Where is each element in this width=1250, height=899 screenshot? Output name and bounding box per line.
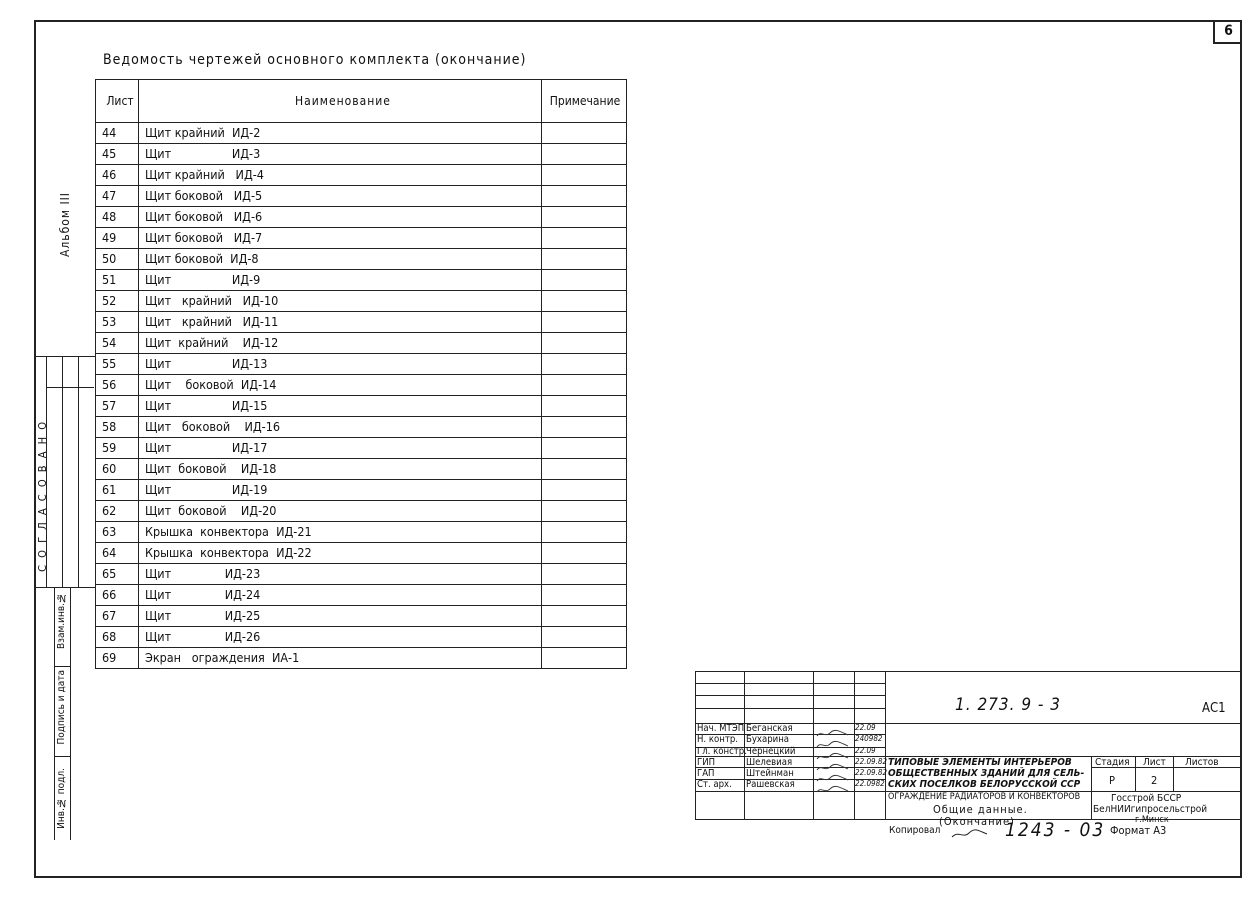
signature — [815, 747, 851, 757]
sheet-header: Лист — [1143, 757, 1166, 768]
sheet-note — [542, 438, 627, 459]
signatory-date: 22.09 — [855, 746, 876, 755]
signatory-role: Н. контр. — [697, 734, 738, 745]
signature — [815, 769, 851, 779]
table-row — [96, 249, 627, 270]
sheet-number: 63 — [96, 522, 139, 543]
sheet-note — [542, 396, 627, 417]
sheet-name: Щит крайний ИД-4 — [139, 165, 542, 186]
project-line-2: ОБЩЕСТВЕННЫХ ЗДАНИЙ ДЛЯ СЕЛЬ- — [888, 768, 1085, 779]
signatory-name: Рашевская — [746, 779, 795, 790]
signatory-role: Гл. констр. — [697, 746, 747, 757]
table-row — [96, 333, 627, 354]
table-header-row — [96, 80, 627, 123]
table-row — [96, 396, 627, 417]
signatory-date: 22.09 — [855, 723, 876, 732]
sheet-number: 48 — [96, 207, 139, 228]
table-row — [96, 522, 627, 543]
sheet-number: 56 — [96, 375, 139, 396]
sheet-number: 55 — [96, 354, 139, 375]
signatory-role: ГИП — [697, 757, 716, 768]
signatory-name: Шелевиая — [746, 757, 793, 768]
header-note: Примечание — [542, 80, 627, 123]
agreed-label: С О Г Л А С О В А Н О — [36, 420, 49, 572]
table-row — [96, 480, 627, 501]
sheet-note — [542, 270, 627, 291]
signatory-date: 22.09.82 — [855, 768, 888, 777]
sheet-number: 51 — [96, 270, 139, 291]
doc-code: 1. 273. 9 - 3 — [955, 695, 1062, 715]
sheet-note — [542, 480, 627, 501]
sheet-title-3: (Окончание) — [939, 815, 1015, 828]
sheet-number: 50 — [96, 249, 139, 270]
header-sheet: Лист — [96, 80, 139, 123]
sheet-number: 53 — [96, 312, 139, 333]
table-row — [96, 375, 627, 396]
sheet-name: Щит ИД-26 — [139, 627, 542, 648]
sheet-note — [542, 165, 627, 186]
sheet-number: 47 — [96, 186, 139, 207]
sheet-note — [542, 585, 627, 606]
table-row — [96, 123, 627, 144]
table-row — [96, 459, 627, 480]
sheet-name: Щит крайний ИД-2 — [139, 123, 542, 144]
sheet-note — [542, 291, 627, 312]
copied-label: Копировал — [889, 825, 941, 836]
sheet-note — [542, 249, 627, 270]
sheet-name: Щит ИД-3 — [139, 144, 542, 165]
header-name: Наименование — [139, 80, 542, 123]
sheet-note — [542, 459, 627, 480]
org-3: г.Минск — [1135, 815, 1169, 825]
sheet-name: Экран ограждения ИА-1 — [139, 648, 542, 669]
sheet-value: 2 — [1151, 774, 1158, 787]
sheet-note — [542, 312, 627, 333]
sheet-name: Щит ИД-19 — [139, 480, 542, 501]
signatory-role: Ст. арх. — [697, 779, 732, 790]
sheet-note — [542, 543, 627, 564]
sheet-number: 45 — [96, 144, 139, 165]
sheet-name: Крышка конвектора ИД-22 — [139, 543, 542, 564]
sheet-number: 59 — [96, 438, 139, 459]
table-body — [96, 123, 627, 669]
sheet-note — [542, 354, 627, 375]
table-row — [96, 228, 627, 249]
table-row — [96, 144, 627, 165]
signatory-name: Штейнман — [746, 768, 794, 779]
sheet-title-2: Общие данные. — [933, 803, 1028, 816]
sheet-note — [542, 501, 627, 522]
sheet-name: Щит боковой ИД-14 — [139, 375, 542, 396]
sheet-name: Щит ИД-13 — [139, 354, 542, 375]
sheet-note — [542, 417, 627, 438]
table-row — [96, 186, 627, 207]
sheet-name: Щит ИД-17 — [139, 438, 542, 459]
vzam-inv-label: Взам.инв.№ — [56, 592, 67, 650]
sheet-name: Щит ИД-23 — [139, 564, 542, 585]
sheet-name: Щит боковой ИД-16 — [139, 417, 542, 438]
sheet-name: Щит боковой ИД-8 — [139, 249, 542, 270]
sheet-note — [542, 606, 627, 627]
table-row — [96, 627, 627, 648]
signature — [815, 758, 851, 768]
sheet-name: Щит ИД-24 — [139, 585, 542, 606]
sheet-name: Щит ИД-15 — [139, 396, 542, 417]
stage-header: Стадия — [1095, 757, 1130, 768]
signature — [815, 780, 851, 790]
sheet-name: Щит ИД-9 — [139, 270, 542, 291]
sheet-note — [542, 186, 627, 207]
copy-number: 1243 - 03 — [1005, 819, 1106, 841]
sheet-name: Щит боковой ИД-5 — [139, 186, 542, 207]
sheet-number: 64 — [96, 543, 139, 564]
sheet-number: 58 — [96, 417, 139, 438]
sheet-note — [542, 648, 627, 669]
org-1: Госстрой БССР — [1111, 793, 1182, 804]
signature — [815, 724, 851, 734]
sheet-number: 49 — [96, 228, 139, 249]
sheet-note — [542, 228, 627, 249]
table-row — [96, 354, 627, 375]
inv-podl-label: Инв.№ подл. — [56, 768, 67, 829]
sheet-number: 66 — [96, 585, 139, 606]
sheet-note — [542, 144, 627, 165]
table-row — [96, 501, 627, 522]
sheet-number: 69 — [96, 648, 139, 669]
sheet-name: Щит крайний ИД-12 — [139, 333, 542, 354]
signature-copied — [951, 825, 989, 837]
sheet-number: 44 — [96, 123, 139, 144]
signatory-role: ГАП — [697, 768, 715, 779]
sheet-number: 65 — [96, 564, 139, 585]
sheet-name: Щит боковой ИД-7 — [139, 228, 542, 249]
signature — [815, 735, 851, 745]
page-number: 6 — [1213, 20, 1242, 44]
album-label: Альбом III — [58, 192, 72, 258]
signatory-name: Чернецкий — [746, 746, 796, 757]
podpis-data-label: Подпись и дата — [56, 670, 67, 745]
sheet-note — [542, 123, 627, 144]
sheet-number: 60 — [96, 459, 139, 480]
signatory-date: 22.09.82 — [855, 757, 888, 766]
sheet-name: Щит боковой ИД-20 — [139, 501, 542, 522]
title-block — [695, 671, 1242, 849]
table-row — [96, 438, 627, 459]
table-row — [96, 564, 627, 585]
sheet-note — [542, 522, 627, 543]
table-row — [96, 417, 627, 438]
sheet-number: 52 — [96, 291, 139, 312]
table-row — [96, 543, 627, 564]
signatory-name: Беганская — [746, 723, 793, 734]
project-line-3: СКИХ ПОСЕЛКОВ БЕЛОРУССКОЙ ССР — [888, 779, 1081, 790]
table-row — [96, 606, 627, 627]
table-row — [96, 585, 627, 606]
sheet-number: 54 — [96, 333, 139, 354]
sheet-number: 61 — [96, 480, 139, 501]
sheet-note — [542, 375, 627, 396]
sheet-note — [542, 207, 627, 228]
sheet-number: 67 — [96, 606, 139, 627]
sheet-name: Щит крайний ИД-11 — [139, 312, 542, 333]
sheet-name: Щит боковой ИД-18 — [139, 459, 542, 480]
sheet-number: 57 — [96, 396, 139, 417]
signatory-name: Бухарина — [746, 734, 790, 745]
sheet-note — [542, 333, 627, 354]
signatory-date: 22.0982 — [855, 779, 885, 788]
document-title: Ведомость чертежей основного комплекта (окончание) — [103, 52, 527, 68]
table-row — [96, 648, 627, 669]
sheet-number: 46 — [96, 165, 139, 186]
sheet-note — [542, 627, 627, 648]
org-2: БелНИИгипросельстрой — [1093, 804, 1208, 815]
table-row — [96, 207, 627, 228]
sheet-number: 62 — [96, 501, 139, 522]
sheet-name: Крышка конвектора ИД-21 — [139, 522, 542, 543]
sheets-header: Листов — [1185, 757, 1219, 768]
sheet-name: Щит крайний ИД-10 — [139, 291, 542, 312]
sheet-number: 68 — [96, 627, 139, 648]
format-label: Формат А3 — [1110, 824, 1167, 837]
sheet-name: Щит ИД-25 — [139, 606, 542, 627]
sheet-name: Щит боковой ИД-6 — [139, 207, 542, 228]
project-line-1: ТИПОВЫЕ ЭЛЕМЕНТЫ ИНТЕРЬЕРОВ — [888, 757, 1072, 768]
table-row — [96, 165, 627, 186]
sheet-note — [542, 564, 627, 585]
stage-value: Р — [1109, 774, 1115, 787]
table-row — [96, 312, 627, 333]
signatory-date: 240982 — [855, 734, 883, 743]
table-row — [96, 291, 627, 312]
sheet-title-1: ОГРАЖДЕНИЕ РАДИАТОРОВ И КОНВЕКТОРОВ — [888, 792, 1081, 802]
signatory-role: Нач. МТЭП — [697, 723, 745, 734]
sheet-code: АС1 — [1202, 701, 1226, 716]
table-row — [96, 270, 627, 291]
sheet-list-table — [95, 79, 627, 669]
